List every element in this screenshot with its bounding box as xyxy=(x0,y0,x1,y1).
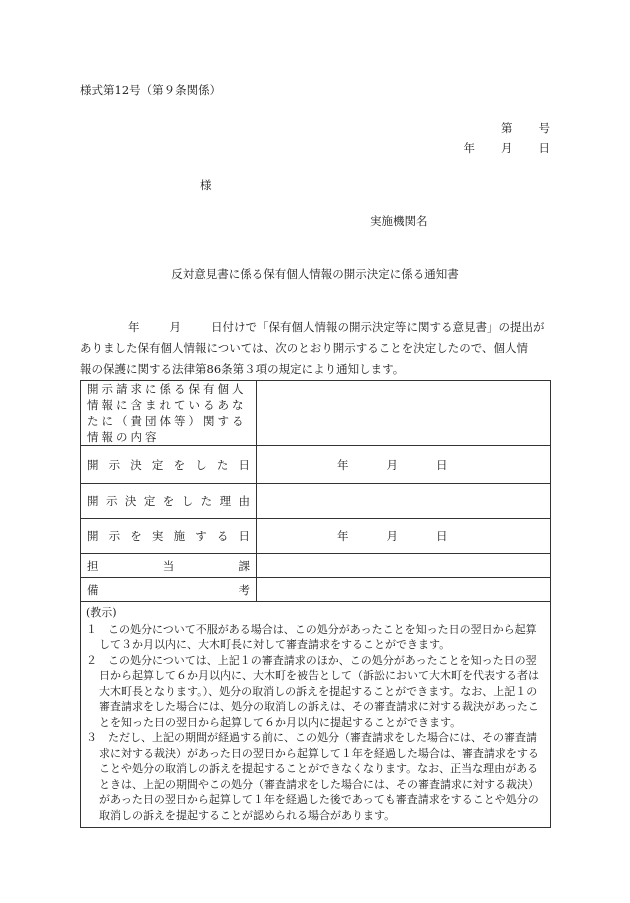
document-number-line xyxy=(501,120,550,136)
addressee-suffix: 様 xyxy=(200,178,212,192)
notes-cell xyxy=(81,602,551,828)
label-char: 理 xyxy=(219,494,232,508)
disclosure-date-value: 年 月 日 xyxy=(257,519,551,554)
issue-date-line xyxy=(464,140,551,156)
document-number-suffix: 号 xyxy=(538,121,550,135)
decision-reason-value xyxy=(257,484,551,519)
issue-month-label: 月 xyxy=(501,141,513,155)
label-char: る xyxy=(216,529,229,543)
notice-table xyxy=(80,380,551,828)
notes-item-2: ２ この処分については、上記１の審査請求のほか、この処分があったことを知った日の翌日から起算して６か月以内に、大木町を被告として（訴訟において大木町を代表する者は大木町長となります。）、処分の取消しの訴えを提起することができます。なお、上記１の審査請求をした場合には、処分の取消しの訴えは、その審査請求に対する裁決があったことを知った日の翌日から起算して６か月以内に提起することができます。 xyxy=(86,653,539,729)
label-char: 当 xyxy=(162,558,175,573)
label-char: し xyxy=(181,494,194,508)
document-title: 反対意見書に係る保有個人情報の開示決定に係る通知書 xyxy=(171,267,459,281)
issue-year-label: 年 xyxy=(463,141,475,155)
department-value xyxy=(257,554,551,578)
body-line-3: 報の保護に関する法律第86条第３項の規定により通知します。 xyxy=(80,362,405,376)
issue-day-label: 日 xyxy=(538,141,550,155)
label-char: す xyxy=(195,529,207,543)
label-char: 定 xyxy=(151,457,164,472)
label-char: を xyxy=(173,457,186,472)
body-line-2: ありました保有個人情報については、次のとおり開示することを決定したので、個人情 xyxy=(80,341,529,355)
body-line-1: 年 月 日付けで「保有個人情報の開示決定等に関する意見書」の提出が xyxy=(128,320,545,334)
info-content-label: 開示請求に係る保有個人情報に含まれているあなたに（貴団体等）関する情報の内容 xyxy=(81,381,257,446)
notes-item-3: ３ ただし、上記の期間が経過する前に、この処分（審査請求をした場合には、その審査請求に対する裁決）があった日の翌日から起算して１年を経過した場合は、審査請求をすることや処分の取消しの訴えを提起することができなくなります。なお、正当な理由があるときは、上記の期間やこの処分（審査請求をした場合には、その審査請求に対する裁決）があった日の翌日から起算して１年を経過した後であっても審査請求をすることや処分の取消しの訴えを提起することが認められる場合があります。 xyxy=(86,731,539,822)
remarks-value xyxy=(257,578,551,602)
table-row-decision-reason xyxy=(81,484,551,519)
notes-heading: (教示) xyxy=(86,606,117,619)
table-row-disclosure-date xyxy=(81,519,551,554)
agency-name-label: 実施機関名 xyxy=(370,214,428,228)
label-char: 由 xyxy=(238,494,250,508)
table-row-decision-date xyxy=(81,446,551,484)
label-char: 実 xyxy=(151,529,164,543)
decision-date-label xyxy=(81,457,256,473)
label-char: 担 xyxy=(87,558,99,573)
label-char: 施 xyxy=(173,529,186,543)
label-char: 定 xyxy=(143,494,156,508)
label-char: し xyxy=(195,457,207,472)
table-row-remarks xyxy=(81,578,551,602)
label-char: 示 xyxy=(108,529,121,543)
label-char: た xyxy=(200,494,213,508)
label-char: 開 xyxy=(87,494,99,508)
label-char: 決 xyxy=(124,494,137,508)
label-char: 決 xyxy=(130,457,142,472)
label-char: 課 xyxy=(238,558,250,573)
label-char: 日 xyxy=(238,529,250,543)
info-content-value xyxy=(257,381,551,446)
label-char: 開 xyxy=(87,457,99,472)
department-label xyxy=(81,558,256,574)
notes-item-1: １ この処分について不服がある場合は、この処分があったことを知った日の翌日から起算して３か月以内に、大木町長に対して審査請求をすることができます。 xyxy=(86,622,537,651)
table-row-notes xyxy=(81,602,551,828)
label-char: 示 xyxy=(108,457,121,472)
decision-reason-label xyxy=(81,493,256,509)
label-char: 示 xyxy=(105,494,118,508)
document-number-label: 第 xyxy=(501,121,513,135)
label-char: 考 xyxy=(238,582,250,597)
body-text xyxy=(80,317,552,380)
label-char: 開 xyxy=(87,529,99,543)
remarks-label xyxy=(81,582,256,598)
label-char: 備 xyxy=(87,582,99,597)
label-char: を xyxy=(162,494,175,508)
disclosure-date-label xyxy=(81,528,256,544)
form-number: 様式第12号（第９条関係） xyxy=(80,83,222,97)
decision-date-value: 年 月 日 xyxy=(257,446,551,484)
table-row-info-content xyxy=(81,381,551,446)
label-char: を xyxy=(130,529,142,543)
table-row-department xyxy=(81,554,551,578)
label-char: 日 xyxy=(238,457,250,472)
label-char: た xyxy=(216,457,229,472)
